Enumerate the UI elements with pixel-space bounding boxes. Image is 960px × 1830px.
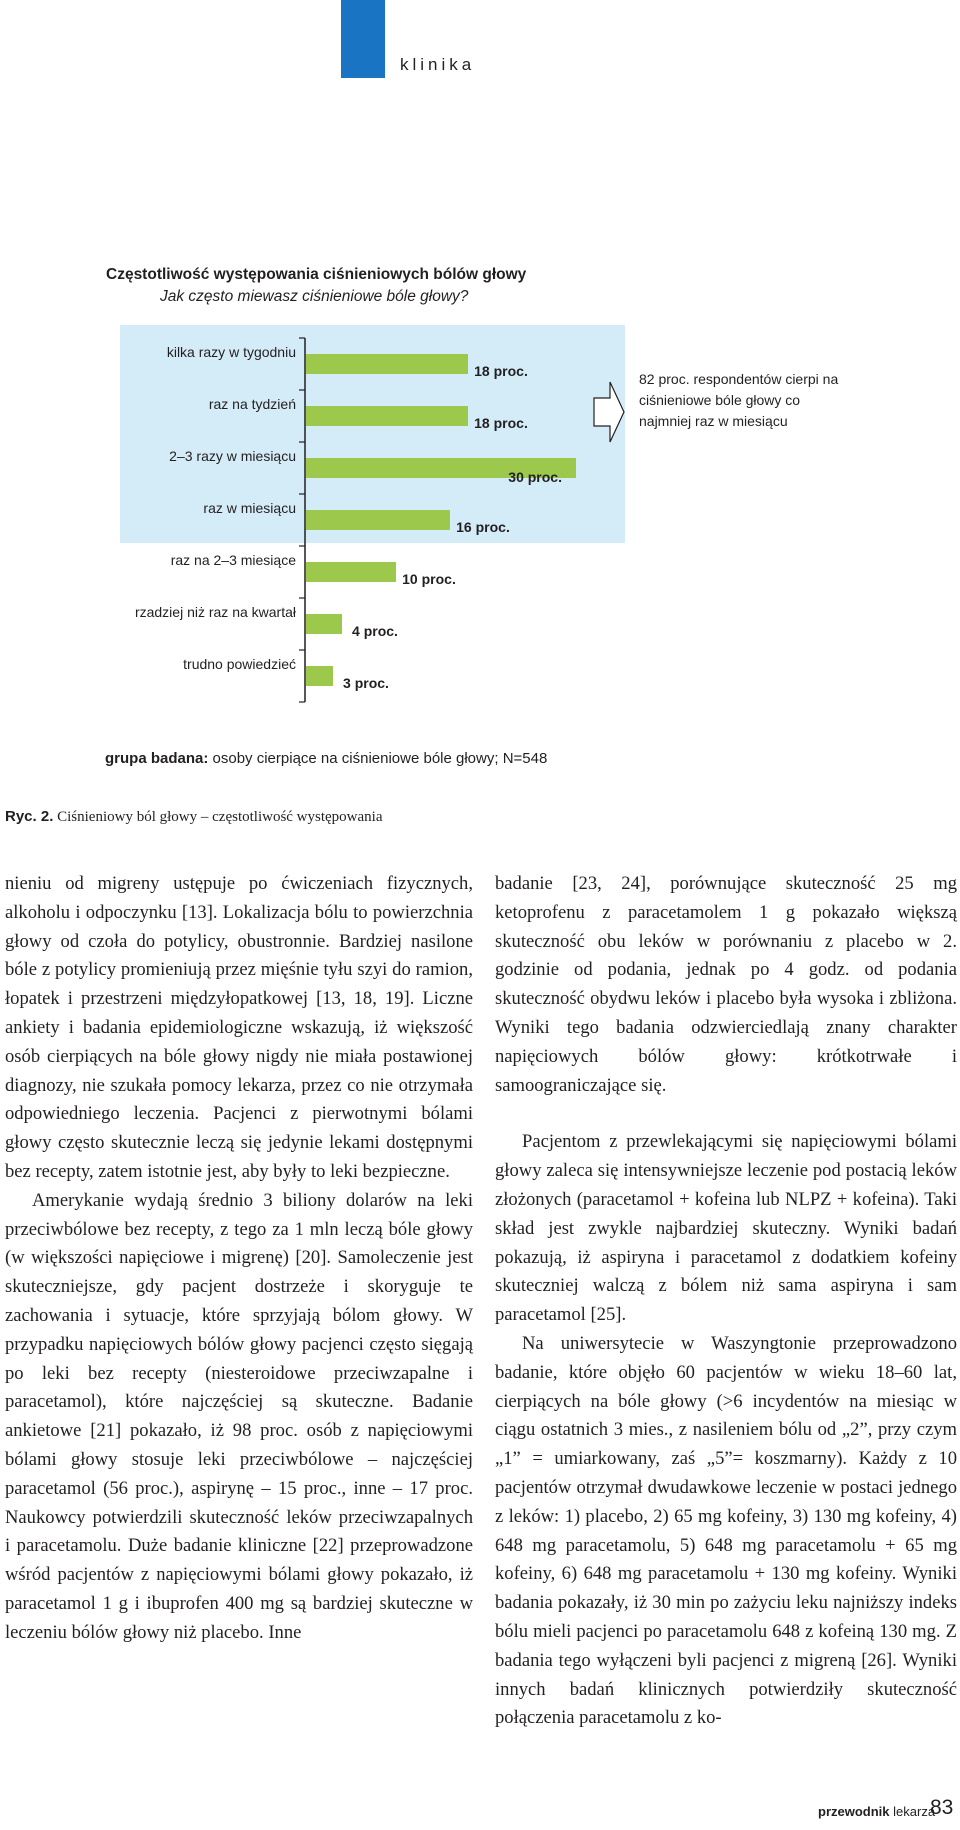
category-label: raz w miesiącu <box>203 500 296 516</box>
figure-caption-label: Ryc. 2. <box>5 808 54 825</box>
category-label: trudno powiedzieć <box>183 656 296 672</box>
left-paragraph-1: nieniu od migreny ustępuje po ćwiczeniach fizycznych, alkoholu i odpoczynku [13]. Lokalizacja bólu to powierzchnia głowy od czoła do potylicy, obustronnie. Bardziej nasilone bóle z potylicy promieniują przez mięśnie tyłu szyi do ramion, łopatek i przestrzeni międzyłopatkowej [13, 18, 19]. Liczne ankiety i badania epidemiologiczne wskazują, iż większość osób cierpiących na bóle głowy nigdy nie miała postawionej diagnozy, nie szukała pomocy lekarza, przez co nie otrzymała odpowiedniego leczenia. Pacjenci z pierwotnymi bólami głowy często skutecznie leczą się jedynie lekami dostępnymi bez recepty, zatem istotnie jest, aby były to leki bezpieczne. <box>5 873 473 1182</box>
chart-annotation: 82 proc. respondentów cierpi na ciśnieniowe bóle głowy co najmniej raz w miesiącu <box>639 371 839 429</box>
value-label: 30 proc. <box>508 469 562 485</box>
bar-5 <box>306 562 396 582</box>
bar-4 <box>306 510 450 530</box>
value-label: 16 proc. <box>456 519 510 535</box>
category-label: kilka razy w tygodniu <box>166 344 296 360</box>
category-label: rzadziej niż raz na kwartał <box>134 604 296 620</box>
category-label: raz na tydzień <box>208 396 296 412</box>
page-number: 83 <box>930 1796 954 1819</box>
value-label: 4 proc. <box>352 623 398 639</box>
study-group-label: grupa badana: <box>105 750 209 767</box>
right-paragraph-1: badanie [23, 24], porównujące skuteczność 25 mg ketoprofenu z paracetamolem 1 g pokazało większą skuteczność obu leków w porównaniu z placebo w 2. godzinie od podania, jednak po 4 godz. od podania skuteczność obydwu leków i placebo była wysoka i zbliżona. Wyniki tego badania odzwierciedlają znany charakter napięciowych bólów głowy: krótkotrwałe i samoograniczające się. <box>495 873 957 1096</box>
magazine-name-light: lekarza <box>893 1804 936 1819</box>
section-label: klinika <box>400 55 476 74</box>
study-group-note <box>105 750 547 767</box>
category-label: 2–3 razy w miesiącu <box>169 448 296 464</box>
category-label: raz na 2–3 miesiące <box>170 552 296 568</box>
chart-title: Częstotliwość występowania ciśnieniowych bólów głowy <box>106 266 527 283</box>
bar-1 <box>306 354 468 374</box>
right-paragraph-2: Pacjentom z przewlekającymi się napięciowymi bólami głowy zaleca się intensywniejsze leczenie pod postacią leków złożonych (paracetamol + kofeina lub NLPZ + kofeina). Taki skład jest zwykle najbardziej skuteczny. Wyniki badań pokazują, iż aspiryna i paracetamol z dodatkiem kofeiny skuteczniej walczą z bólem niż sama aspiryna i sam paracetamol [25]. <box>495 1131 957 1326</box>
figure-caption <box>5 808 383 826</box>
bar-6 <box>306 614 342 634</box>
bar-7 <box>306 666 333 686</box>
value-label: 18 proc. <box>474 415 528 431</box>
left-text-column <box>5 870 473 1648</box>
study-group-text: osoby cierpiące na ciśnieniowe bóle głowy; N=548 <box>212 750 548 767</box>
right-paragraph-3: Na uniwersytecie w Waszyngtonie przeprowadzono badanie, które objęło 60 pacjentów w wieku 18–60 lat, cierpiących na bóle głowy (>6 incydentów na miesiąc w ciągu ostatnich 3 mies., z nasileniem bólu od „2”, przy czym „1” = umiarkowany, zaś „5”= koszmarny). Każdy z 10 pacjentów otrzymał dwudawkowe leczenie w postaci jednego z leków: 1) placebo, 2) 65 mg kofeiny, 3) 130 mg kofeiny, 4) 648 mg paracetamolu, 5) 648 mg paracetamolu + 65 mg kofeiny, 6) 648 mg paracetamolu + 130 mg kofeiny. Wyniki badania pokazały, iż 30 min po zażyciu leku najniższy indeks bólu mieli pacjenci po paracetamolu 648 z kofeiną 130 mg. Z badania tego wyłączeni byli pacjenci z migreną [26]. Wyniki innych badań klinicznych potwierdziły skuteczność połączenia paracetamolu z ko- <box>495 1332 957 1729</box>
left-paragraph-2: Amerykanie wydają średnio 3 biliony dolarów na leki przeciwbólowe bez recepty, z tego za 1 mln leczą bóle głowy (w większości napięciowe i migrenę) [20]. Samoleczenie jest skuteczniejsze, gdy pacjent dostrzeże i skoryguje te zachowania i sytuacje, które sprzyjają bólom głowy. W przypadku napięciowych bólów głowy pacjenci często sięgają po leki bez recepty (niesteroidowe przeciwzapalne i paracetamol), które najczęściej są skuteczne. Badanie ankietowe [21] pokazało, iż 98 proc. osób z napięciowymi bólami głowy stosuje leki przeciwbólowe – najczęściej paracetamol (56 proc.), aspirynę – 15 proc., inne – 17 proc. Naukowcy potwierdzili skuteczność leków przeciwzapalnych i paracetamolu. Duże badanie kliniczne [22] przeprowadzone wśród pacjentów z napięciowymi bólami głowy pokazało, iż paracetamol 1 g i ibuprofen 400 mg są bardziej skuteczne w leczeniu bólów głowy niż placebo. Inne <box>5 1189 473 1643</box>
right-text-column <box>495 870 957 1733</box>
magazine-name <box>818 1804 935 1819</box>
chart-subtitle: Jak często miewasz ciśnieniowe bóle głowy? <box>160 288 469 305</box>
value-label: 3 proc. <box>343 675 389 691</box>
bar-2 <box>306 406 468 426</box>
magazine-name-bold: przewodnik <box>818 1804 890 1819</box>
value-label: 10 proc. <box>402 571 456 587</box>
value-label: 18 proc. <box>474 363 528 379</box>
figure-caption-text: Ciśnieniowy ból głowy – częstotliwość występowania <box>57 809 383 825</box>
